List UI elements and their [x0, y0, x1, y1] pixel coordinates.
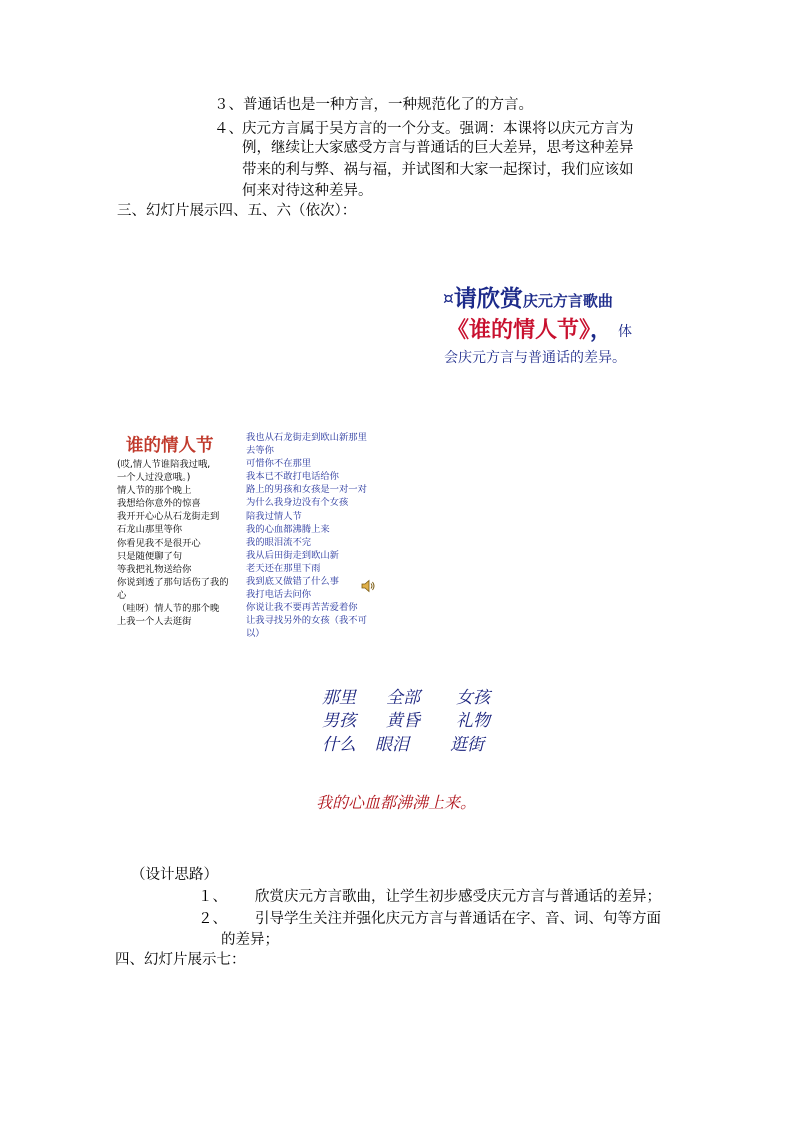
vocab-word: 礼物	[456, 711, 490, 731]
appreciate-tail-1: 体	[618, 324, 633, 340]
vocab-word: 男孩	[322, 711, 356, 731]
vocab-row	[322, 706, 490, 731]
design-item-1-number: １、	[198, 889, 227, 905]
section-heading-4: 四、幻灯片展示七：	[115, 952, 246, 968]
highlight-sentence: 我的心血都沸沸上来。	[316, 793, 477, 812]
vocab-row	[322, 683, 490, 708]
lyric-line: 我的心血都沸腾上来	[246, 523, 330, 535]
vocab-word: 黄昏	[386, 711, 420, 731]
appreciate-lead-rest: 庆元方言歌曲	[522, 292, 613, 310]
lyric-line: 只是随便聊了句	[117, 550, 183, 562]
design-notes-heading: （设计思路）	[131, 867, 218, 883]
lyric-line: 情人节的那个晚上	[117, 485, 192, 497]
lyric-line: 等我把礼物送给你	[117, 563, 192, 575]
lyric-line: 我从后田街走到欧山新	[246, 549, 339, 561]
vocab-word: 逛街	[450, 735, 484, 755]
lyric-line: 一个人过没意哦。)	[117, 472, 191, 484]
bullet-icon: ¤	[443, 289, 454, 309]
vocab-row	[322, 730, 484, 755]
design-item-2-number: ２、	[198, 911, 227, 927]
vocab-word: 那里	[322, 688, 356, 708]
lyric-line: 去等你	[246, 445, 274, 457]
item-4-line: 例，继续让大家感受方言与普通话的巨大差异，思考这种差异	[242, 140, 634, 156]
lyric-line: 我到底又做错了什么事	[246, 576, 339, 588]
lyrics-left-column	[117, 458, 240, 628]
lyric-line: 你看见我不是很开心	[117, 537, 201, 549]
lyric-line: 我的眼泪流不完	[246, 536, 312, 548]
item-4-line: 何来对待这种差异。	[242, 183, 373, 199]
design-item-2-line: 引导学生关注并强化庆元方言与普通话在字、音、词、句等方面	[255, 911, 661, 927]
design-item-2-line: 的差异；	[221, 932, 279, 948]
design-item-1-text: 欣赏庆元方言歌曲，让学生初步感受庆元方言与普通话的差异；	[255, 889, 661, 905]
lyric-line: 我开开心心从石龙街走到	[117, 511, 220, 523]
appreciate-line-3: 会庆元方言与普通话的差异。	[444, 350, 626, 366]
lyric-line: 老天还在那里下雨	[246, 562, 321, 574]
lyric-line: 路上的男孩和女孩是一对一对	[246, 484, 367, 496]
lyric-line: 为什么我身边没有个女孩	[246, 497, 349, 509]
vocab-word: 女孩	[456, 688, 490, 708]
lyric-line: 我打电话去问你	[246, 589, 312, 601]
item-4-line: 带来的利与弊、祸与福，并试图和大家一起探讨，我们应该如	[242, 162, 634, 178]
item-4-number: ４、	[214, 121, 243, 137]
song-title: 《谁的情人节》	[447, 318, 591, 343]
lyric-line: 你说让我不要再苦苦爱着你	[246, 602, 358, 614]
appreciate-lead: 请欣赏	[453, 286, 523, 312]
section-heading-3: 三、幻灯片展示四、五、六（依次）：	[117, 203, 357, 219]
item-3-text: 普通话也是一种方言，一种规范化了的方言。	[243, 97, 533, 113]
lyric-line: 我想给你意外的惊喜	[117, 498, 201, 510]
lyric-line: 我本已不敢打电话给你	[246, 471, 339, 483]
item-4-line: 庆元方言属于吴方言的一个分支。强调：本课将以庆元方言为	[242, 121, 634, 137]
lyric-line: 陪我过情人节	[246, 510, 302, 522]
item-3	[214, 96, 533, 115]
vocab-word: 眼泪	[375, 735, 409, 755]
appreciate-line-2	[447, 313, 632, 344]
appreciate-line-1	[443, 280, 613, 313]
lyric-line: （哇呀）情人节的那个晚	[117, 603, 220, 615]
vocab-word: 什么	[322, 735, 356, 755]
song-title-comma: ，	[590, 318, 613, 343]
vocab-word: 全部	[386, 688, 420, 708]
lyric-line: 可惜你不在那里	[246, 458, 312, 470]
item-3-number: ３、	[214, 97, 243, 113]
lyric-line: 我也从石龙街走到欧山新那里	[246, 432, 367, 443]
lyric-line: 你说到透了那句话伤了我的 心	[117, 576, 229, 601]
lyric-line: 石龙山那里等你	[117, 524, 183, 536]
speaker-icon[interactable]	[360, 578, 376, 594]
lyric-line: 让我寻找另外的女孩（我不可	[246, 615, 367, 627]
lyrics-right-column	[246, 431, 367, 641]
lyric-line: 上我一个人去逛街	[117, 616, 192, 628]
lyrics-title: 谁的情人节	[126, 436, 214, 456]
lyric-line: 以）	[246, 628, 265, 640]
lyric-line: (哎,情人节谁陪我过哦,	[117, 459, 211, 470]
